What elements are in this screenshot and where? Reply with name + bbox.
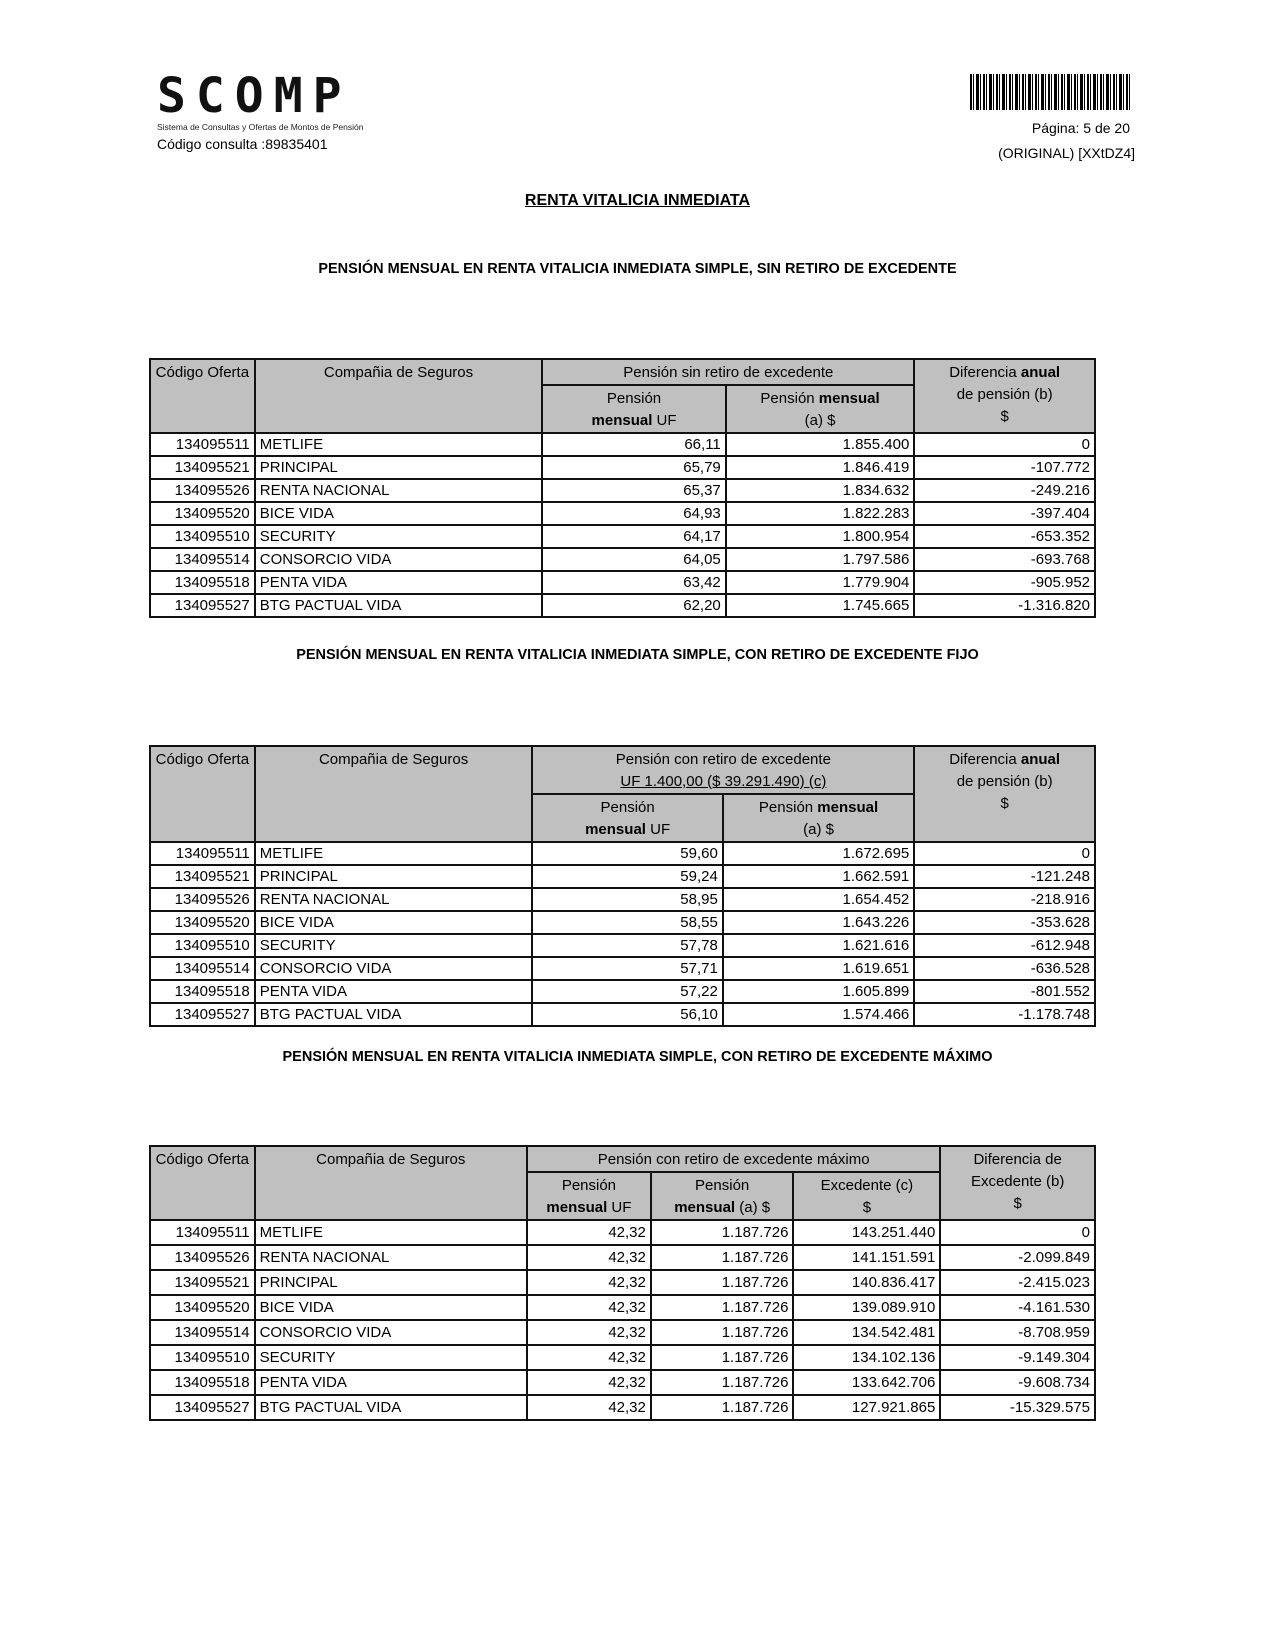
table-row: 134095510 SECURITY 57,78 1.621.616 -612.948 [150, 934, 1095, 957]
header-pension-clp: Pensión mensual (a) $ [726, 385, 915, 433]
table-row: 134095521 PRINCIPAL 59,24 1.662.591 -121.248 [150, 865, 1095, 888]
header-codigo-oferta: Código Oferta [150, 746, 255, 842]
logo-subtitle: Sistema de Consultas y Ofertas de Montos de Pensión [157, 122, 364, 132]
table-row: 134095526 RENTA NACIONAL 58,95 1.654.452 -218.916 [150, 888, 1095, 911]
section-title-sin-retiro: PENSIÓN MENSUAL EN RENTA VITALICIA INMEDIATA SIMPLE, SIN RETIRO DE EXCEDENTE [318, 261, 957, 277]
table-row: 134095527 BTG PACTUAL VIDA 42,32 1.187.726 127.921.865 -15.329.575 [150, 1395, 1095, 1420]
section-title-excedente-maximo: PENSIÓN MENSUAL EN RENTA VITALICIA INMEDIATA SIMPLE, CON RETIRO DE EXCEDENTE MÁXIMO [282, 1049, 993, 1065]
barcode-icon [970, 74, 1132, 110]
header-group: Pensión sin retiro de excedente [542, 359, 914, 385]
table-sin-retiro [149, 358, 1096, 618]
header-compania: Compañia de Seguros [255, 746, 533, 842]
table-row: 134095511 METLIFE 66,11 1.855.400 0 [150, 433, 1095, 456]
table-excedente-maximo [149, 1145, 1096, 1421]
table-row: 134095526 RENTA NACIONAL 42,32 1.187.726 141.151.591 -2.099.849 [150, 1245, 1095, 1270]
header-compania: Compañia de Seguros [255, 359, 543, 433]
table-row: 134095514 CONSORCIO VIDA 64,05 1.797.586 -693.768 [150, 548, 1095, 571]
page-title: RENTA VITALICIA INMEDIATA [524, 192, 751, 209]
table-row: 134095518 PENTA VIDA 57,22 1.605.899 -801.552 [150, 980, 1095, 1003]
header-group: Pensión con retiro de excedente máximo [527, 1146, 940, 1172]
table-row: 134095526 RENTA NACIONAL 65,37 1.834.632 -249.216 [150, 479, 1095, 502]
table-row: 134095510 SECURITY 64,17 1.800.954 -653.352 [150, 525, 1095, 548]
table-row: 134095514 CONSORCIO VIDA 57,71 1.619.651 -636.528 [150, 957, 1095, 980]
header-pension-uf: Pensión mensual UF [542, 385, 726, 433]
header-pension-clp: Pensión mensual (a) $ [723, 794, 914, 842]
codigo-consulta [157, 136, 327, 152]
table-row: 134095521 PRINCIPAL 42,32 1.187.726 140.836.417 -2.415.023 [150, 1270, 1095, 1295]
table-row: 134095520 BICE VIDA 42,32 1.187.726 139.089.910 -4.161.530 [150, 1295, 1095, 1320]
logo-text: SCOMP [157, 68, 352, 124]
table-row: 134095511 METLIFE 59,60 1.672.695 0 [150, 842, 1095, 865]
header-group: Pensión con retiro de excedente UF 1.400,00 ($ 39.291.490) (c) [532, 746, 914, 794]
section-title-excedente-fijo: PENSIÓN MENSUAL EN RENTA VITALICIA INMEDIATA SIMPLE, CON RETIRO DE EXCEDENTE FIJO [296, 647, 979, 663]
table-row: 134095520 BICE VIDA 58,55 1.643.226 -353.628 [150, 911, 1095, 934]
table-row: 134095527 BTG PACTUAL VIDA 62,20 1.745.665 -1.316.820 [150, 594, 1095, 617]
table-row: 134095518 PENTA VIDA 42,32 1.187.726 133.642.706 -9.608.734 [150, 1370, 1095, 1395]
header-diferencia: Diferencia anual de pensión (b) $ [914, 746, 1095, 842]
header-codigo-oferta: Código Oferta [150, 1146, 255, 1220]
table-excedente-fijo [149, 745, 1096, 1027]
header-pension-uf: Pensión mensual UF [527, 1172, 651, 1220]
codigo-consulta-label: Código consulta : [157, 136, 266, 152]
header-diferencia: Diferencia de Excedente (b) $ [940, 1146, 1095, 1220]
header-pension-uf: Pensión mensual UF [532, 794, 722, 842]
scomp-logo [157, 68, 397, 132]
table-row: 134095521 PRINCIPAL 65,79 1.846.419 -107.772 [150, 456, 1095, 479]
header-pension-clp: Pensión mensual (a) $ [651, 1172, 794, 1220]
table-row: 134095527 BTG PACTUAL VIDA 56,10 1.574.466 -1.178.748 [150, 1003, 1095, 1026]
table-row: 134095518 PENTA VIDA 63,42 1.779.904 -905.952 [150, 571, 1095, 594]
document-copy-label: (ORIGINAL) [XXtDZ4] [998, 145, 1135, 161]
header-compania: Compañia de Seguros [255, 1146, 527, 1220]
header-codigo-oferta: Código Oferta [150, 359, 255, 433]
table-row: 134095520 BICE VIDA 64,93 1.822.283 -397.404 [150, 502, 1095, 525]
header-excedente: Excedente (c) $ [793, 1172, 940, 1220]
page-number: Página: 5 de 20 [1031, 120, 1130, 136]
table-row: 134095514 CONSORCIO VIDA 42,32 1.187.726 134.542.481 -8.708.959 [150, 1320, 1095, 1345]
header-diferencia: Diferencia anual de pensión (b) $ [914, 359, 1095, 433]
table-row: 134095511 METLIFE 42,32 1.187.726 143.251.440 0 [150, 1220, 1095, 1245]
codigo-consulta-value: 89835401 [265, 136, 328, 152]
table-row: 134095510 SECURITY 42,32 1.187.726 134.102.136 -9.149.304 [150, 1345, 1095, 1370]
